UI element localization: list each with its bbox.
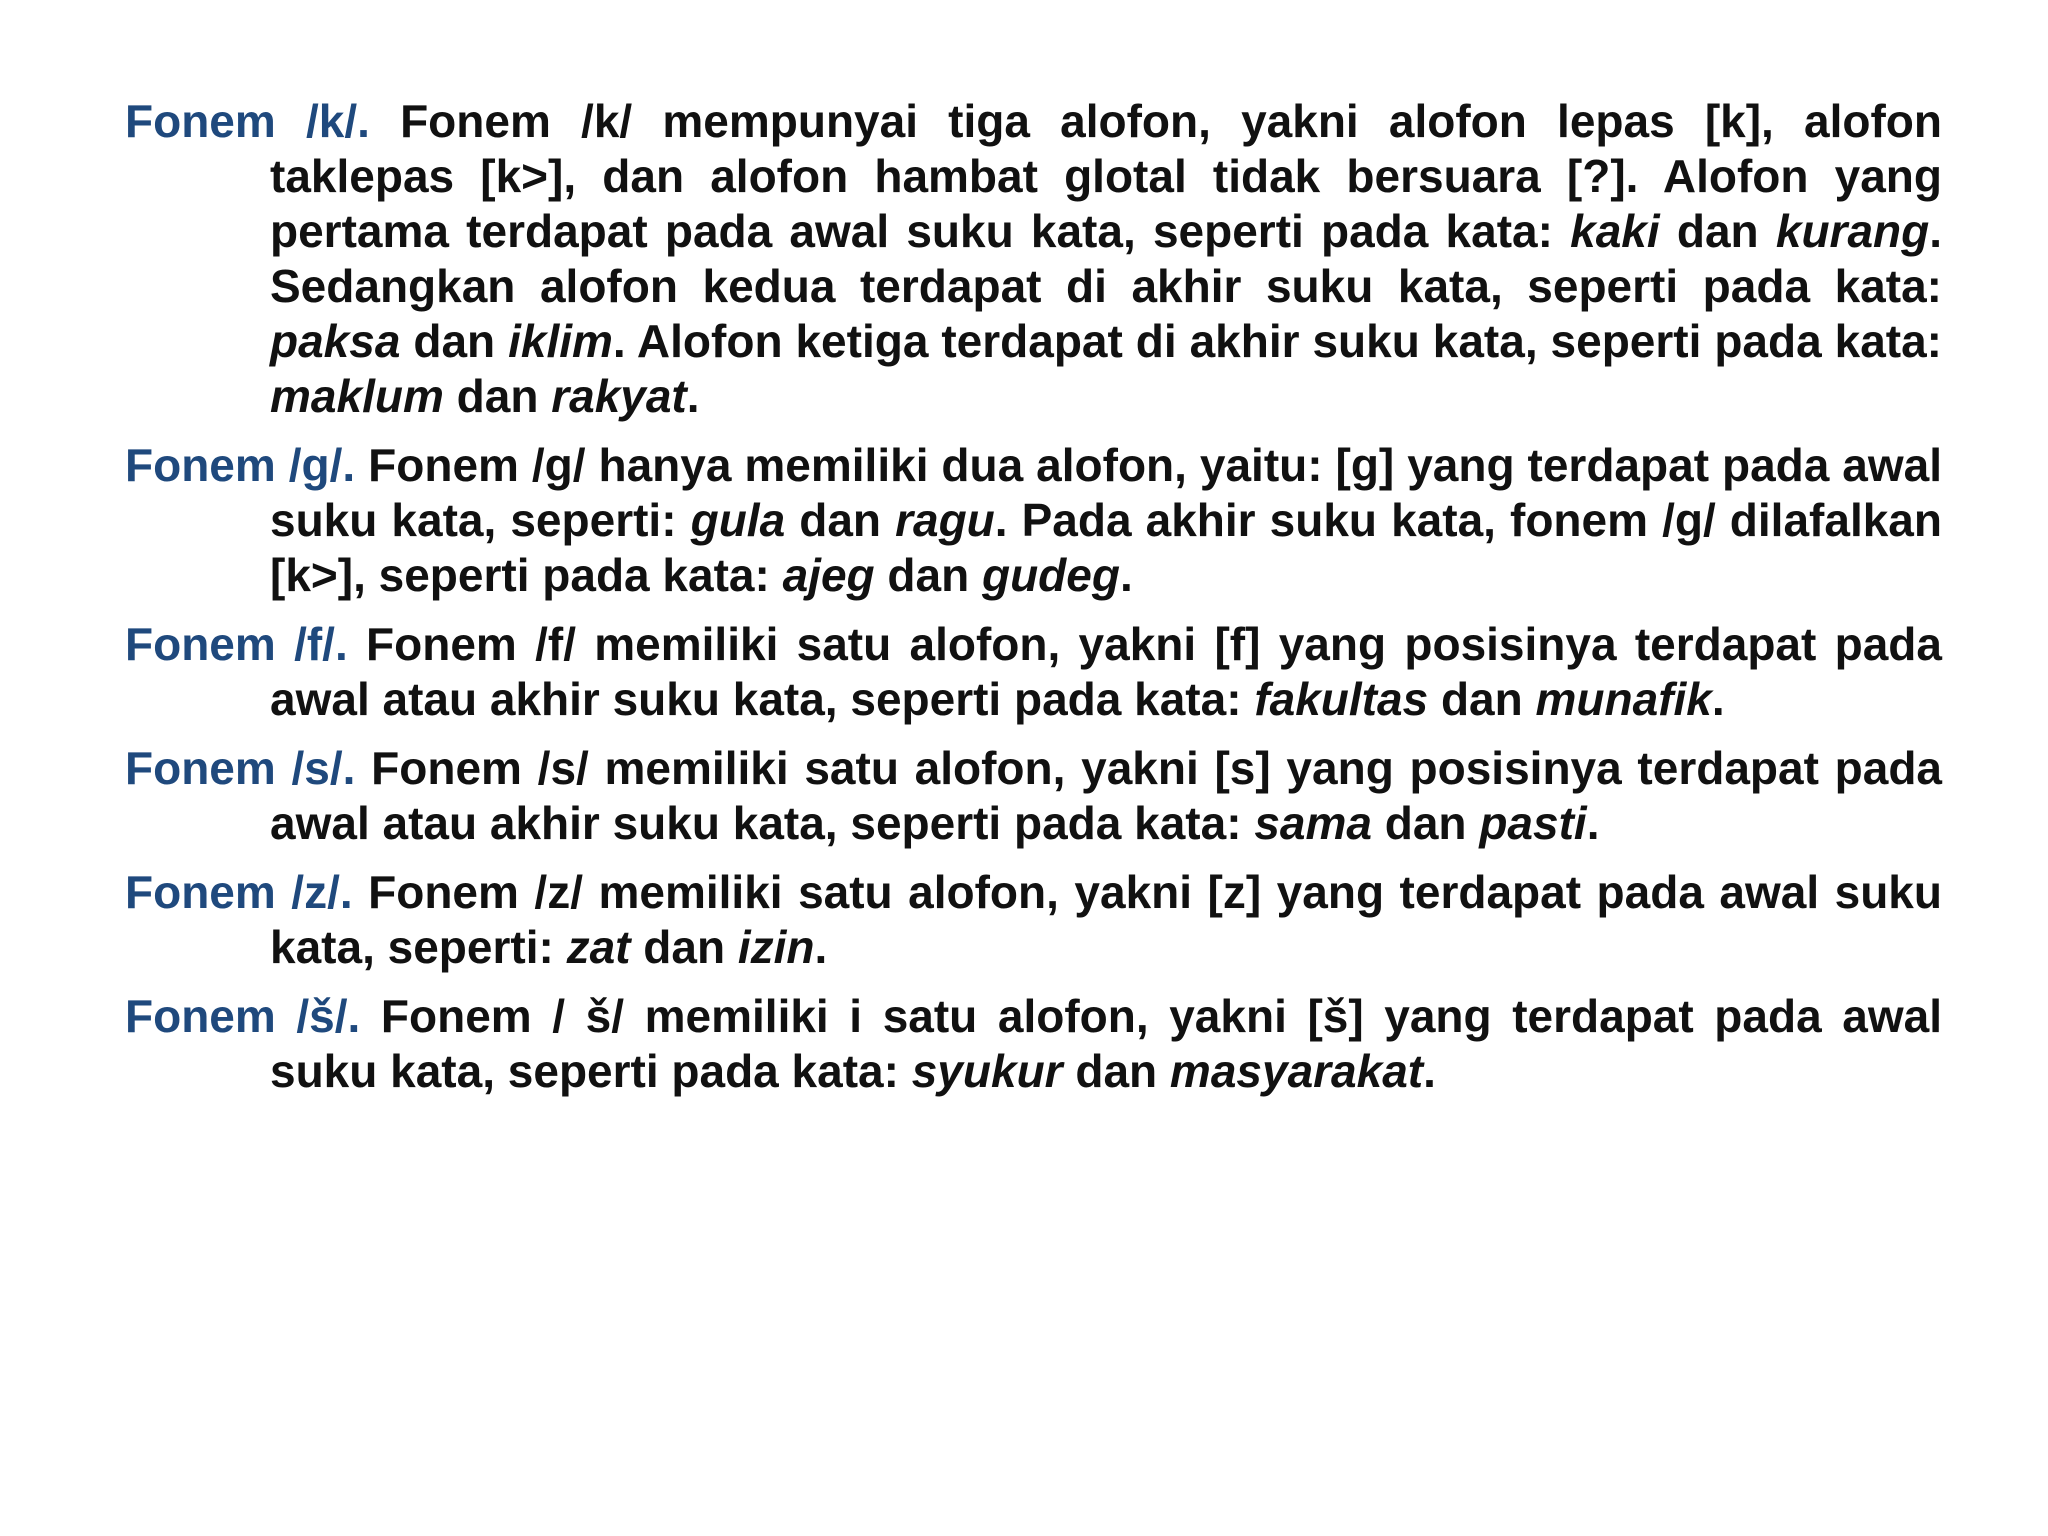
description-text: . Sedangkan alofon kedua terdapat di akhir suku kata, seperti pada kata: [270, 205, 1943, 312]
description-text: dan [630, 921, 738, 973]
phoneme-term: Fonem /z/. [125, 866, 353, 918]
description-text: dan [1659, 205, 1776, 257]
description-text: Fonem /f/ memiliki satu alofon, yakni [f] yang posisinya terdapat pada awal atau akhir suku kata, seperti pada kata: [270, 618, 1942, 725]
example-word: ragu [895, 494, 995, 546]
description-text: dan [785, 494, 896, 546]
example-word: kaki [1570, 205, 1660, 257]
description-text: Fonem /s/ memiliki satu alofon, yakni [s] yang posisinya terdapat pada awal atau akhir suku kata, seperti pada kata: [270, 742, 1943, 849]
description-text: dan [1371, 797, 1480, 849]
description-text: dan [443, 370, 552, 422]
example-word: iklim [508, 315, 613, 367]
phoneme-term: Fonem /f/. [125, 618, 348, 670]
example-word: syukur [911, 1045, 1063, 1097]
description-text: dan [1428, 673, 1536, 725]
phoneme-entry [125, 438, 1942, 603]
description-text: dan [874, 549, 982, 601]
description-text: . [814, 921, 828, 973]
phoneme-term: Fonem /g/. [125, 439, 356, 491]
example-word: zat [566, 921, 631, 973]
phoneme-list [125, 94, 1942, 1113]
description-text: dan [400, 315, 509, 367]
description-text: Fonem / š/ memiliki i satu alofon, yakni [š] yang terdapat pada awal suku kata, seperti pada kata: [270, 990, 1942, 1097]
description-text: dan [1062, 1045, 1170, 1097]
description-text: Fonem /g/ hanya memiliki dua alofon, yaitu: [g] yang terdapat pada awal suku kata, seperti: [270, 439, 1943, 546]
example-word: sama [1254, 797, 1372, 849]
example-word: ajeg [782, 549, 875, 601]
description-text: . [1711, 673, 1725, 725]
example-word: fakultas [1254, 673, 1429, 725]
example-word: maklum [270, 370, 444, 422]
description-text: . Pada akhir suku kata, fonem /g/ dilafalkan [k>], seperti pada kata: [270, 494, 1942, 601]
example-word: izin [737, 921, 815, 973]
example-word: masyarakat [1169, 1045, 1424, 1097]
example-word: rakyat [551, 370, 687, 422]
phoneme-term: Fonem /k/. [125, 95, 370, 147]
description-text: . [1119, 549, 1133, 601]
phoneme-entry [125, 94, 1942, 424]
example-word: pasti [1479, 797, 1587, 849]
phoneme-entry [125, 865, 1942, 975]
phoneme-entry [125, 741, 1942, 851]
example-word: gudeg [981, 549, 1120, 601]
phoneme-entry [125, 617, 1942, 727]
description-text: . [1586, 797, 1600, 849]
example-word: munafik [1535, 673, 1712, 725]
phoneme-entry [125, 989, 1942, 1099]
description-text: . [686, 370, 700, 422]
description-text: . Alofon ketiga terdapat di akhir suku kata, seperti pada kata: [612, 315, 1942, 367]
phoneme-term: Fonem /š/. [125, 990, 361, 1042]
description-text: . [1423, 1045, 1436, 1097]
example-word: kurang [1775, 205, 1930, 257]
example-word: paksa [270, 315, 401, 367]
description-text: Fonem /k/ mempunyai tiga alofon, yakni alofon lepas [k], alofon taklepas [k>], dan alofon hambat glotal tidak bersuara [?]. Alofon yang pertama terdapat pada awal suku kata, seperti pada kata: [270, 95, 1942, 257]
description-text: Fonem /z/ memiliki satu alofon, yakni [z] yang terdapat pada awal suku kata, seperti: [270, 866, 1942, 973]
example-word: gula [690, 494, 786, 546]
phoneme-term: Fonem /s/. [125, 742, 356, 794]
